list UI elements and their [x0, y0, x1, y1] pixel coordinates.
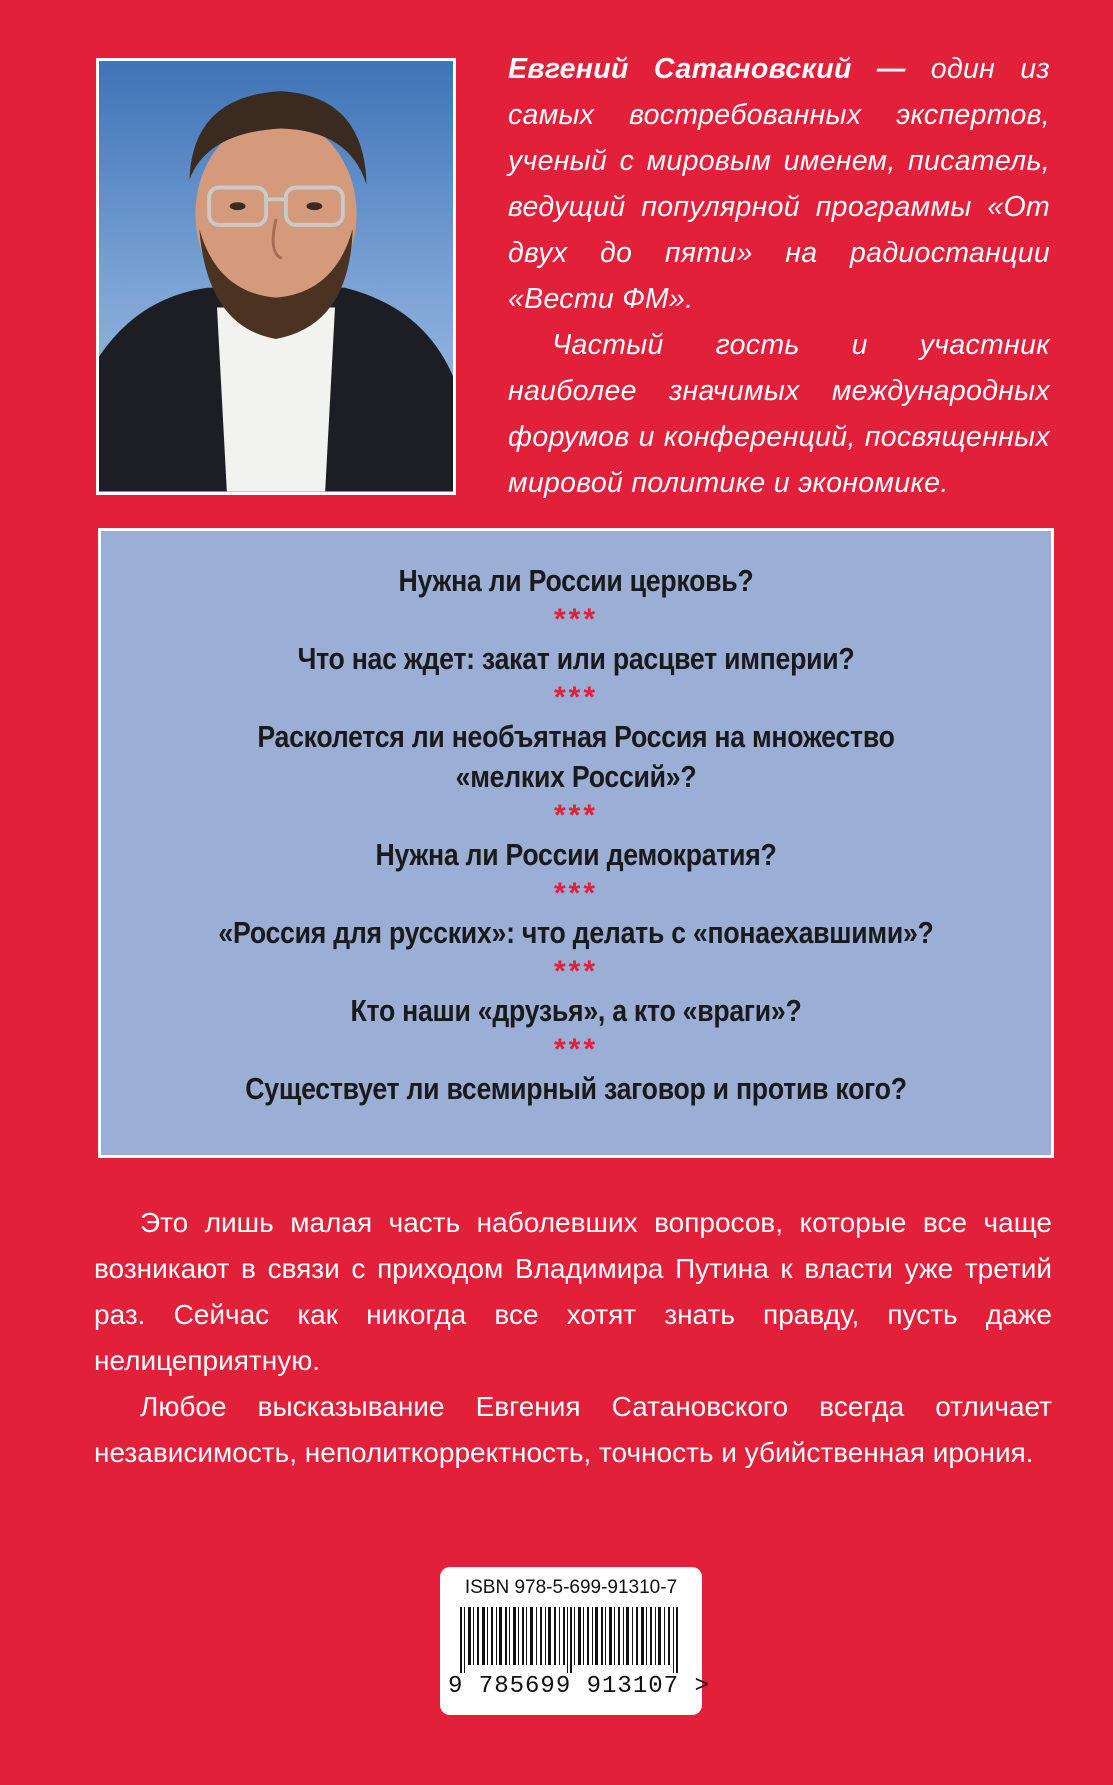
bio-paragraph-1: [508, 46, 1050, 322]
description-paragraph-1: Это лишь малая часть наболевших вопросов, которые все чаще возникают в связи с приходом Владимира Путина к власти уже третий раз. Сейчас как никогда все хотят знать правду, пусть даже нелицеприятную.: [94, 1207, 1052, 1376]
isbn-barcode: [440, 1567, 710, 1715]
question-3: Расколется ли необъятная Россия на множество «мелких Россий»?: [257, 719, 895, 794]
separator-4: ***: [553, 877, 599, 910]
question-7: Существует ли всемирный заговор и против кого?: [245, 1071, 907, 1106]
questions-box: [98, 528, 1054, 1158]
barcode-digits: 9 785699 913107 >: [448, 1673, 710, 1700]
question-4: Нужна ли России демократия?: [375, 837, 777, 872]
description: [94, 1200, 1052, 1476]
isbn-label: ISBN 978-5-699-91310-7: [464, 1577, 678, 1598]
question-1: Нужна ли России церковь?: [398, 563, 754, 598]
author-photo: [96, 58, 456, 495]
separator-6: ***: [553, 1033, 599, 1066]
description-paragraph-2: Любое высказывание Евгения Сатановского всегда отличает независимость, неполиткорректность, точность и убийственная ирония.: [94, 1391, 1052, 1468]
separator-2: ***: [553, 681, 599, 714]
author-portrait-image: [99, 61, 453, 492]
question-2: Что нас ждет: закат или расцвет империи?: [297, 641, 855, 676]
separator-3: ***: [553, 799, 599, 832]
separator-1: ***: [553, 603, 599, 636]
separator-5: ***: [553, 955, 599, 988]
bio-dash: —: [851, 53, 931, 85]
bio-paragraph-2: Частый гость и участник наиболее значимых международных форумов и конференций, посвященных мировой политике и экономике.: [508, 329, 1050, 499]
bio-intro: один из самых востребованных экспертов, ученый с мировым именем, писатель, ведущий популярной программы «От двух до пяти» на радиостанции «Вести ФМ».: [508, 53, 1050, 315]
barcode-bars: [458, 1607, 684, 1673]
question-5: «Россия для русских»: что делать с «понаехавшими»?: [218, 915, 934, 950]
author-bio: [508, 46, 1050, 506]
author-name: Евгений Сатановский: [508, 53, 852, 85]
question-6: Кто наши «друзья», а кто «враги»?: [350, 993, 802, 1028]
